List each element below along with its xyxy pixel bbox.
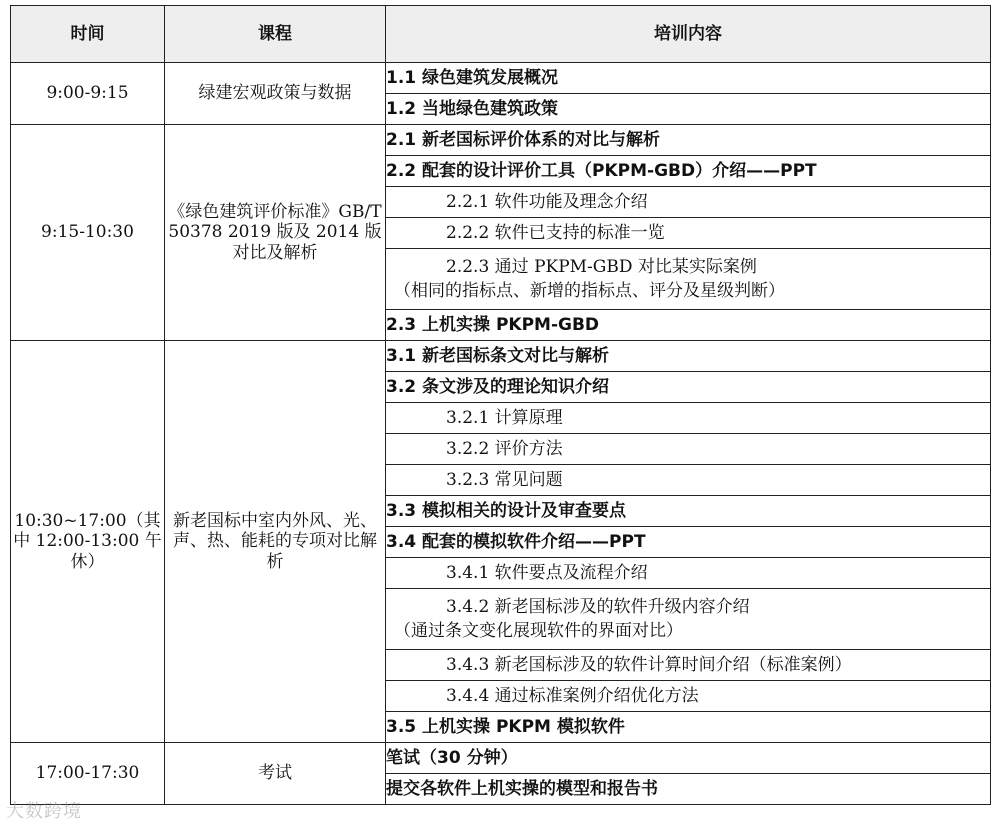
header-content: 培训内容 — [386, 6, 991, 63]
course-cell: 考试 — [165, 743, 386, 805]
time-cell: 17:00-17:30 — [11, 743, 165, 805]
table-row — [11, 743, 991, 774]
content-heading-cell: 提交各软件上机实操的模型和报告书 — [386, 774, 991, 805]
content-heading-cell: 1.1 绿色建筑发展概况 — [386, 63, 991, 94]
course-cell: 《绿色建筑评价标准》GB/T 50378 2019 版及 2014 版对比及解析 — [165, 125, 386, 341]
time-cell: 9:15-10:30 — [11, 125, 165, 341]
content-heading-cell: 2.2 配套的设计评价工具（PKPM-GBD）介绍——PPT — [386, 156, 991, 187]
subitem-text: 3.2.1 计算原理 — [446, 407, 563, 428]
subitem-note: （相同的指标点、新增的指标点、评分及星级判断） — [394, 280, 785, 301]
subitem-text: 3.4.2 新老国标涉及的软件升级内容介绍 — [446, 597, 750, 618]
content-subitem-cell — [386, 589, 991, 650]
table-row — [11, 63, 991, 94]
header-time: 时间 — [11, 6, 165, 63]
header-course: 课程 — [165, 6, 386, 63]
time-cell: 10:30~17:00（其中 12:00-13:00 午休） — [11, 341, 165, 743]
content-subitem-cell — [386, 650, 991, 681]
time-cell: 9:00-9:15 — [11, 63, 165, 125]
subitem-text: 3.2.3 常见问题 — [446, 469, 563, 490]
content-heading-cell: 3.4 配套的模拟软件介绍——PPT — [386, 527, 991, 558]
content-subitem-cell — [386, 218, 991, 249]
content-subitem-cell — [386, 558, 991, 589]
table-row — [11, 125, 991, 156]
content-subitem-cell — [386, 249, 991, 310]
subitem-text: 3.4.3 新老国标涉及的软件计算时间介绍（标准案例） — [446, 654, 852, 675]
table-row — [11, 341, 991, 372]
subitem-text: 2.2.1 软件功能及理念介绍 — [446, 191, 648, 212]
content-heading-cell: 3.1 新老国标条文对比与解析 — [386, 341, 991, 372]
content-subitem-cell — [386, 681, 991, 712]
content-subitem-cell — [386, 465, 991, 496]
course-cell: 绿建宏观政策与数据 — [165, 63, 386, 125]
subitem-text: 3.4.1 软件要点及流程介绍 — [446, 562, 648, 583]
subitem-text: 2.2.3 通过 PKPM-GBD 对比某实际案例 — [446, 257, 757, 278]
content-subitem-cell — [386, 403, 991, 434]
subitem-text: 2.2.2 软件已支持的标准一览 — [446, 222, 665, 243]
content-heading-cell: 1.2 当地绿色建筑政策 — [386, 94, 991, 125]
content-heading-cell: 2.3 上机实操 PKPM-GBD — [386, 310, 991, 341]
header-row — [11, 6, 991, 63]
subitem-text: 3.4.4 通过标准案例介绍优化方法 — [446, 685, 699, 706]
subitem-text: 3.2.2 评价方法 — [446, 438, 563, 459]
content-heading-cell: 笔试（30 分钟） — [386, 743, 991, 774]
content-heading-cell: 3.2 条文涉及的理论知识介绍 — [386, 372, 991, 403]
subitem-note: （通过条文变化展现软件的界面对比） — [394, 620, 683, 641]
content-heading-cell: 3.5 上机实操 PKPM 模拟软件 — [386, 712, 991, 743]
content-heading-cell: 3.3 模拟相关的设计及审查要点 — [386, 496, 991, 527]
watermark: 大数跨境 — [6, 801, 82, 822]
content-heading-cell: 2.1 新老国标评价体系的对比与解析 — [386, 125, 991, 156]
course-cell: 新老国标中室内外风、光、声、热、能耗的专项对比解析 — [165, 341, 386, 743]
content-subitem-cell — [386, 187, 991, 218]
training-schedule-table — [10, 5, 991, 805]
content-subitem-cell — [386, 434, 991, 465]
